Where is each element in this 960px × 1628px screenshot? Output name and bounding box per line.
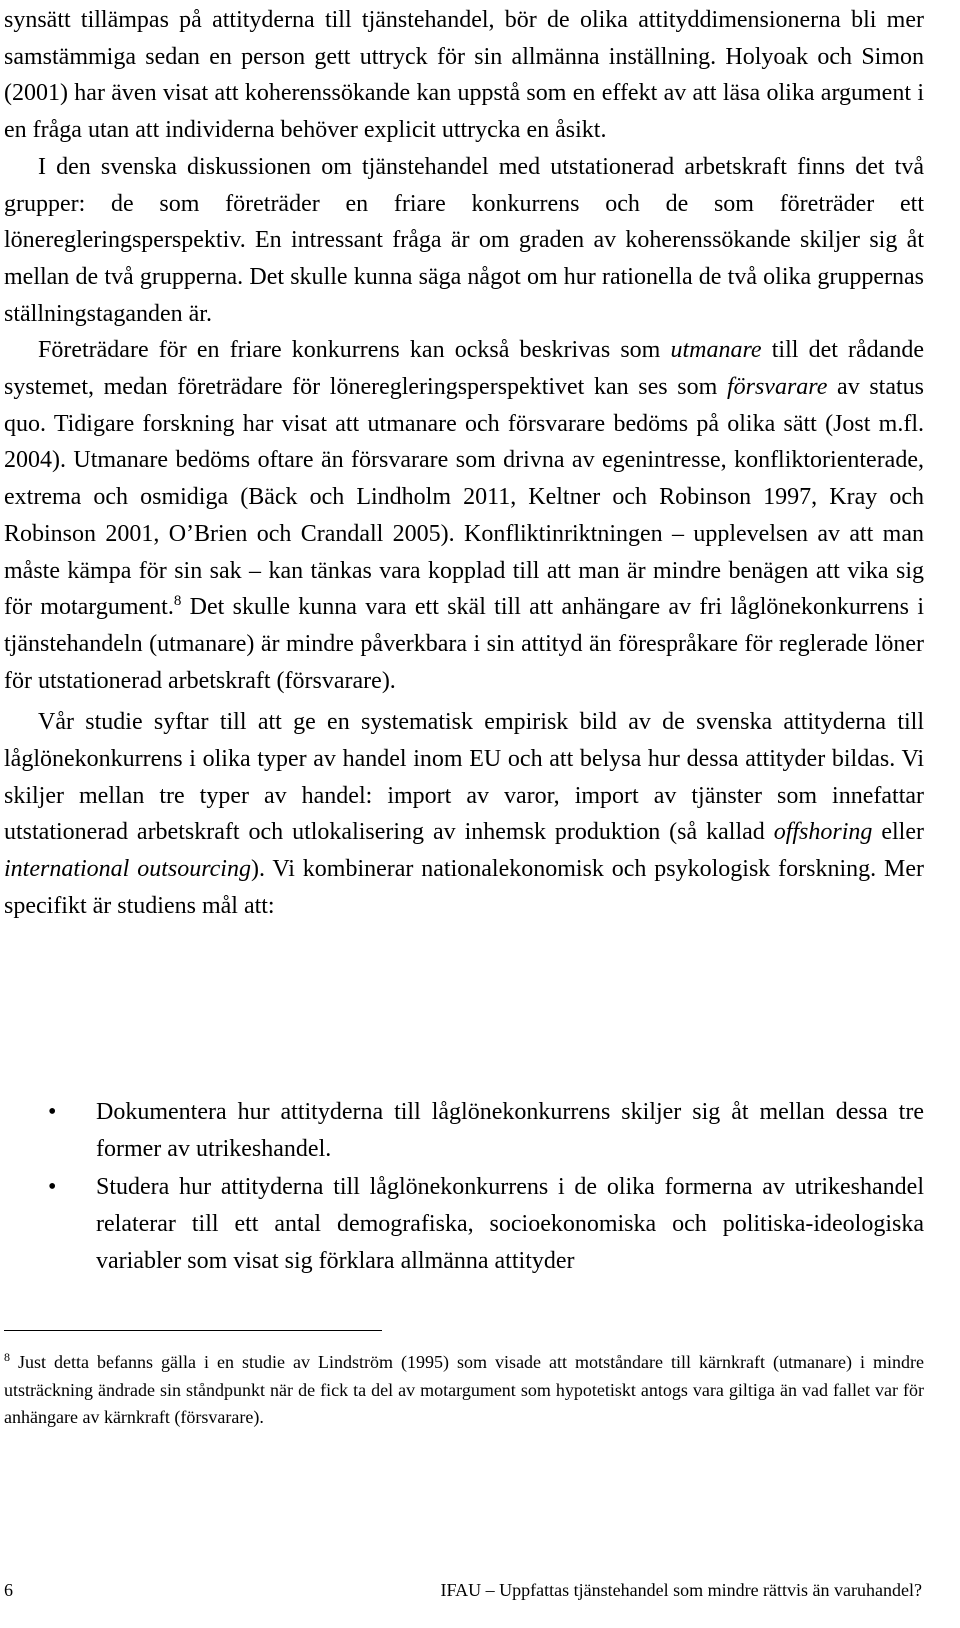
paragraph-4 [4, 704, 924, 924]
bullet-icon: • [48, 1099, 57, 1125]
paragraph-4-text-e: ). Vi kombinerar nationalekonomisk och psykologisk forskning. Mer specifikt är studiens mål att: [4, 856, 924, 919]
list-item [4, 1169, 924, 1280]
paragraph-2: I den svenska diskussionen om tjänstehandel med utstationerad arbetskraft finns det två grupper: de som företräder en friare konkurrens och de som företräder ett löneregleringsperspektiv. En intressant fråga är om graden av koherenssökande skiljer sig åt mellan de två grupperna. Det skulle kunna säga något om hur rationella de två olika gruppernas ställningstaganden är. [4, 153, 924, 327]
paragraph-3 [4, 332, 924, 699]
bullet-icon: • [48, 1173, 57, 1200]
footnote-text: Just detta befanns gälla i en studie av Lindström (1995) som visade att motståndare till kärnkraft (utmanare) i mindre utsträckning ändrade sin ståndpunkt när de fick ta del av motargument som hypotetiskt antogs vara giltiga än vad fallet var för anhängare av kärnkraft (försvarare). [4, 1352, 924, 1428]
list-item [4, 1094, 924, 1168]
paragraph-4-text-a: Vår studie syftar till att ge en systematisk empirisk bild av de svenska attityderna till låglönekonkurrens i olika typer av handel inom EU och att belysa hur dessa attityder bildas. Vi skiljer mellan tre typer av handel: import av varor, import av tjänster som innefattar utstationerad arbetskraft och utlokalisering av inhemsk produktion (så kallad [4, 709, 924, 846]
list-item-text: Studera hur attityderna till låglönekonkurrens i de olika formerna av utrikeshandel relaterar till ett antal demografiska, socioekonomiska och politiska-ideologiska variabler som visat sig förklara allmänna attityder [96, 1173, 924, 1274]
emphasis-forsvarare: försvarare [726, 374, 828, 401]
page-number: 6 [4, 1580, 13, 1600]
footnote-separator [4, 1330, 382, 1331]
paragraph-3-text-e: av status quo. Tidigare forskning har visat att utmanare och försvarare bedöms på olika sätt (Jost m.fl. 2004). Utmanare bedöms oftare än försvarare som drivna av egenintresse, konfliktorienterade, extrema och osmidiga (Bäck och Lindholm 2011, Keltner och Robinson 1997, Kray och Robinson 2001, O’Brien och Crandall 2005). Konfliktinriktningen – upplevelsen av att man måste kämpa för sin sak – kan tänkas vara kopplad till att man är mindre benägen att vika sig för motargument. [4, 374, 925, 621]
footnote [4, 1344, 924, 1432]
objectives-list [4, 1094, 924, 1281]
paragraph-3-text-f: Det skulle kunna vara ett skäl till att anhängare av fri låglönekonkurrens i tjänstehandeln (utmanare) är mindre påverkbara i sin attityd än förespråkare för reglerade löner för utstationerad arbetskraft (försvarare). [4, 594, 924, 694]
emphasis-international-outsourcing: international outsourcing [4, 856, 251, 883]
emphasis-utmanare: utmanare [670, 337, 762, 364]
paragraph-1: synsätt tillämpas på attityderna till tjänstehandel, bör de olika attityddimensionerna bli mer samstämmiga sedan en person gett uttryck för sin allmänna inställning. Holyoak och Simon (2001) har även visat att koherenssökande kan uppstå som en effekt av att läsa olika argument i en fråga utan att individerna behöver explicit uttrycka en åsikt. [4, 7, 924, 144]
footnote-reference: 8 [173, 593, 182, 610]
paragraph-4-text-c: eller [872, 819, 924, 846]
emphasis-offshoring: offshoring [773, 819, 873, 846]
paragraph-3-text-a: Företrädare för en friare konkurrens kan också beskrivas som [38, 337, 671, 364]
list-item-text: Dokumentera hur attityderna till låglönekonkurrens skiljer sig åt mellan dessa tre former av utrikeshandel. [96, 1099, 924, 1162]
running-title: IFAU – Uppfattas tjänstehandel som mindre rättvis än varuhandel? [440, 1580, 922, 1600]
body-text [4, 2, 924, 925]
paragraph-3-text-c: till det rådande systemet, medan företrädare för löneregleringsperspektivet kan ses som [4, 337, 924, 401]
footnote-mark: 8 [4, 1350, 10, 1364]
